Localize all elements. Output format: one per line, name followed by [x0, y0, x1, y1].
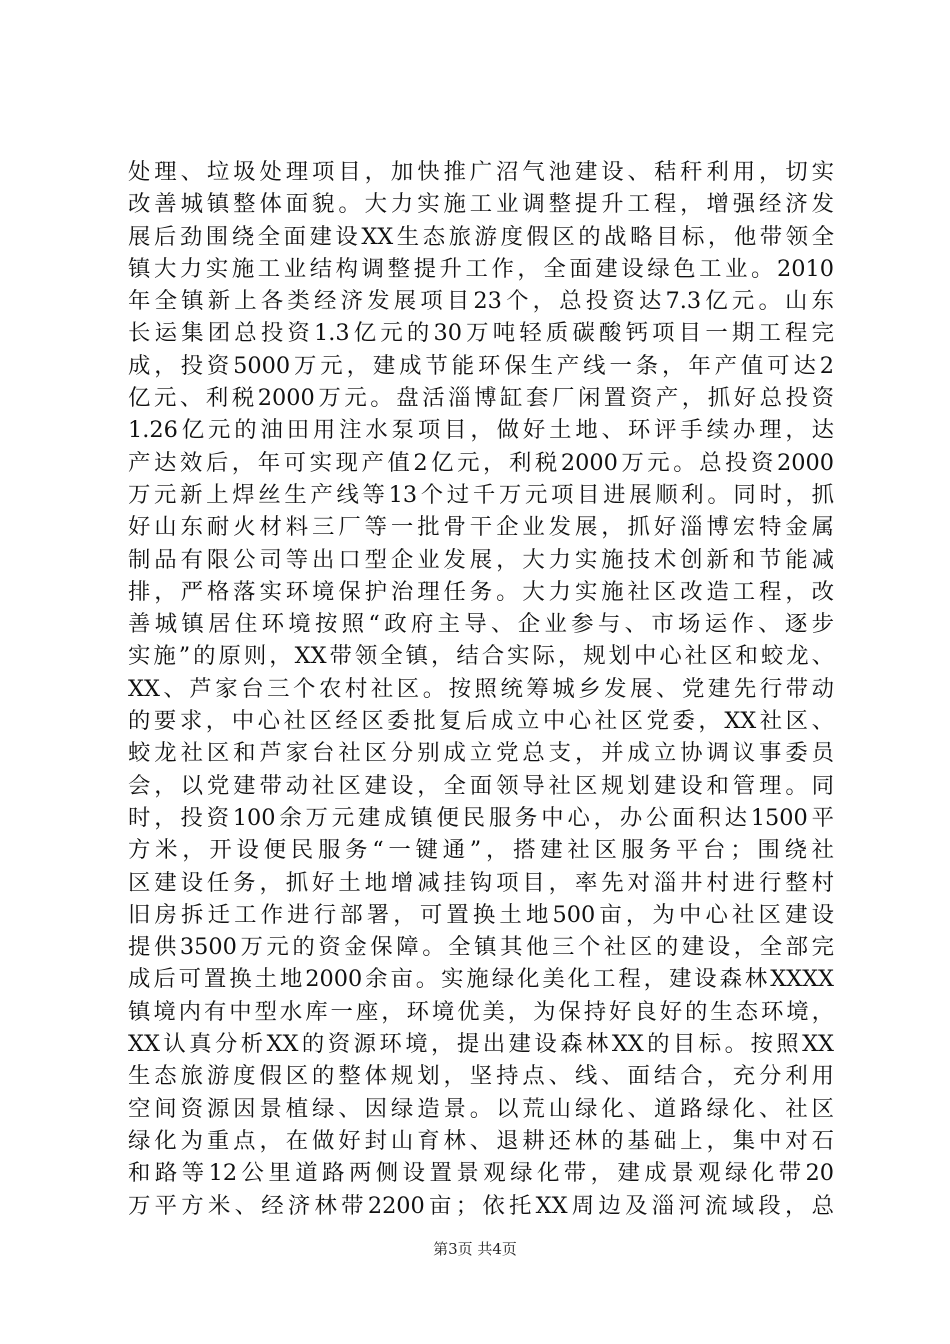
text-line: 成，投资5000万元，建成节能环保生产线一条，年产值可达2 — [128, 352, 834, 379]
text-line: 提供3500万元的资金保障。全镇其他三个社区的建设，全部完 — [128, 934, 834, 961]
text-line: 会，以党建带动社区建设，全面领导社区规划建设和管理。同 — [128, 772, 834, 799]
text-line: 镇境内有中型水库一座，环境优美，为保持好良好的生态环境， — [128, 998, 834, 1025]
text-line: 实施”的原则，XX带领全镇，结合实际，规划中心社区和蛟龙、 — [128, 643, 834, 670]
text-line: 绿化为重点，在做好封山育林、退耕还林的基础上，集中对石 — [128, 1127, 834, 1154]
text-line: 区建设任务，抓好土地增减挂钩项目，率先对淄井村进行整村 — [128, 869, 834, 896]
text-line: 镇大力实施工业结构调整提升工作，全面建设绿色工业。2010 — [128, 255, 834, 282]
text-line: 好山东耐火材料三厂等一批骨干企业发展，抓好淄博宏特金属 — [128, 514, 834, 541]
text-line: 空间资源因景植绿、因绿造景。以荒山绿化、道路绿化、社区 — [128, 1095, 834, 1122]
text-line: 排，严格落实环境保护治理任务。大力实施社区改造工程，改 — [128, 578, 834, 605]
text-line: 和路等12公里道路两侧设置景观绿化带，建成景观绿化带20 — [128, 1160, 834, 1187]
text-line: 展后劲围绕全面建设XX生态旅游度假区的战略目标，他带领全 — [128, 223, 834, 250]
text-line: 万元新上焊丝生产线等13个过千万元项目进展顺利。同时，抓 — [128, 481, 834, 508]
text-line: 成后可置换土地2000余亩。实施绿化美化工程，建设森林XXXX — [128, 966, 834, 993]
text-line: 的要求，中心社区经区委批复后成立中心社区党委，XX社区、 — [128, 708, 834, 735]
text-line: 制品有限公司等出口型企业发展，大力实施技术创新和节能减 — [128, 546, 834, 573]
body-text — [128, 156, 834, 1222]
text-line: XX认真分析XX的资源环境，提出建设森林XX的目标。按照XX — [128, 1031, 834, 1058]
text-line: 亿元、利税2000万元。盘活淄博缸套厂闲置资产，抓好总投资 — [128, 385, 834, 412]
text-line: 时，投资100余万元建成镇便民服务中心，办公面积达1500平 — [128, 804, 834, 831]
text-line: 旧房拆迁工作进行部署，可置换土地500亩，为中心社区建设 — [128, 901, 834, 928]
text-line: 处理、垃圾处理项目，加快推广沼气池建设、秸秆利用，切实 — [128, 159, 834, 185]
text-line: 万平方米、经济林带2200亩；依托XX周边及淄河流域段，总 — [128, 1192, 834, 1219]
page-footer: 第3页 共4页 — [433, 1240, 517, 1258]
text-line: XX、芦家台三个农村社区。按照统筹城乡发展、党建先行带动 — [128, 675, 834, 702]
text-line: 改善城镇整体面貌。大力实施工业调整提升工程，增强经济发 — [128, 191, 834, 218]
text-line: 长运集团总投资1.3亿元的30万吨轻质碳酸钙项目一期工程完 — [128, 320, 834, 347]
text-line: 1.26亿元的油田用注水泵项目，做好土地、环评手续办理，达 — [128, 417, 834, 444]
text-line: 生态旅游度假区的整体规划，坚持点、线、面结合，充分利用 — [128, 1063, 834, 1090]
text-line: 年全镇新上各类经济发展项目23个，总投资达7.3亿元。山东 — [128, 288, 834, 315]
text-line: 产达效后，年可实现产值2亿元，利税2000万元。总投资2000 — [128, 449, 834, 476]
text-line: 蛟龙社区和芦家台社区分别成立党总支，并成立协调议事委员 — [128, 740, 834, 767]
text-line: 善城镇居住环境按照“政府主导、企业参与、市场运作、逐步 — [128, 611, 834, 638]
text-line: 方米，开设便民服务“一键通”，搭建社区服务平台；围绕社 — [128, 837, 834, 864]
